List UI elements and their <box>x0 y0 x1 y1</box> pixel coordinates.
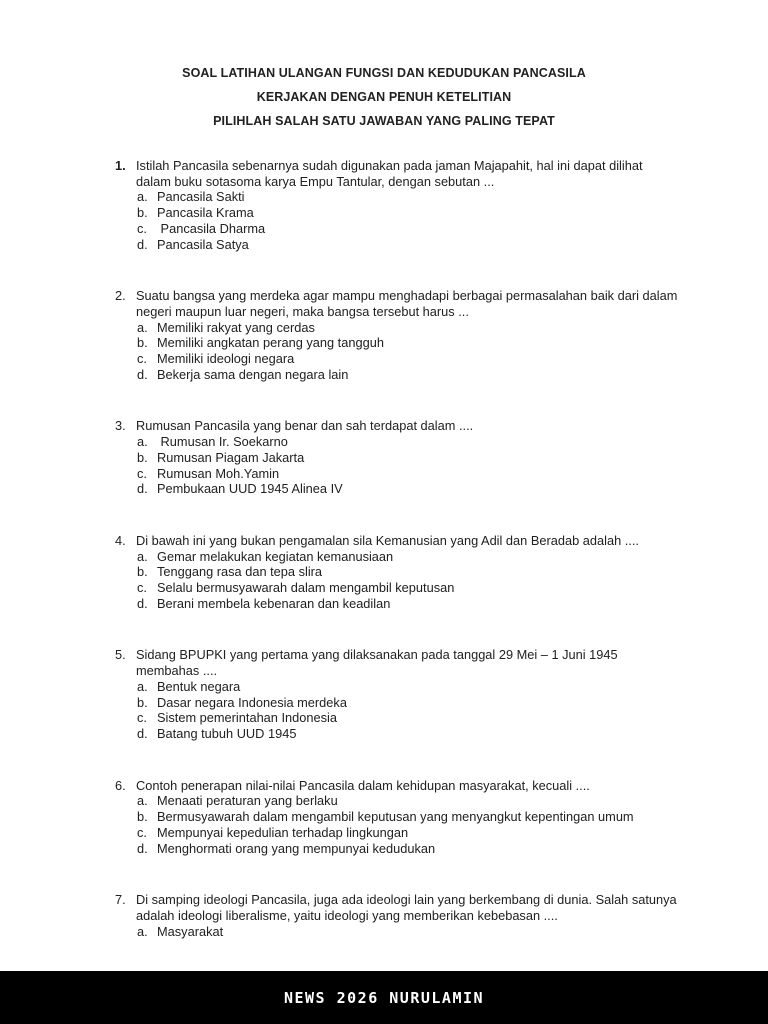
option-letter: b. <box>137 335 148 351</box>
question-1 <box>115 158 680 252</box>
answer-option <box>136 679 680 695</box>
watermark-text: NEWS 2026 NURULAMIN <box>283 988 485 1007</box>
option-letter: c. <box>137 351 147 367</box>
option-letter: c. <box>137 580 147 596</box>
answer-option <box>136 924 680 940</box>
option-text: Pancasila Dharma <box>157 220 266 236</box>
option-letter: a. <box>137 923 148 939</box>
answer-option <box>136 726 680 742</box>
answer-option <box>136 793 680 809</box>
option-text: Gemar melakukan kegiatan kemanusiaan <box>157 548 394 564</box>
option-letter: d. <box>137 840 148 856</box>
answer-option <box>136 450 680 466</box>
answer-option <box>136 320 680 336</box>
option-letter: d. <box>137 725 148 741</box>
exam-instruction-2: PILIHLAH SALAH SATU JAWABAN YANG PALING TEPAT <box>213 114 555 128</box>
option-text: Rumusan Ir. Soekarno <box>157 434 288 450</box>
question-number: 5. <box>115 647 126 663</box>
question-text: Rumusan Pancasila yang benar dan sah terdapat dalam .... <box>136 418 474 434</box>
footer-bar <box>0 971 768 1024</box>
question-number: 1. <box>115 158 126 173</box>
option-letter: c. <box>137 824 147 840</box>
option-text: Masyarakat <box>157 923 224 939</box>
answer-option <box>136 351 680 367</box>
question-number: 2. <box>115 288 126 304</box>
option-text: Rumusan Moh.Yamin <box>157 465 280 481</box>
option-letter: a. <box>137 793 148 809</box>
option-text: Berani membela kebenaran dan keadilan <box>157 595 391 611</box>
option-letter: b. <box>137 694 148 710</box>
option-text: Rumusan Piagam Jakarta <box>157 449 305 465</box>
option-letter: b. <box>137 809 148 825</box>
option-text: Tenggang rasa dan tepa slira <box>157 564 323 580</box>
option-text: Memiliki angkatan perang yang tangguh <box>157 335 384 351</box>
answer-option <box>136 481 680 497</box>
question-text: Di bawah ini yang bukan pengamalan sila Kemanusian yang Adil dan Beradab adalah .... <box>136 532 639 548</box>
question-3 <box>115 418 680 497</box>
question-text: Di samping ideologi Pancasila, juga ada ideologi lain yang berkembang di dunia. Salah satunya adalah ideologi liberalisme, yaitu ideologi yang memberikan kebebasan .... <box>136 892 677 923</box>
option-text: Bekerja sama dengan negara lain <box>157 366 349 382</box>
answer-option <box>136 434 680 450</box>
answer-option <box>136 841 680 857</box>
question-text: Sidang BPUPKI yang pertama yang dilaksanakan pada tanggal 29 Mei – 1 Juni 1945 membahas .... <box>136 647 618 679</box>
answer-option <box>136 580 680 596</box>
question-text: Suatu bangsa yang merdeka agar mampu menghadapi berbagai permasalahan baik dari dalam negeri maupun luar negeri, maka bangsa tersebut harus ... <box>136 288 678 319</box>
answer-option <box>136 237 680 253</box>
option-letter: a. <box>137 678 148 694</box>
option-letter: d. <box>137 236 148 252</box>
exam-title: SOAL LATIHAN ULANGAN FUNGSI DAN KEDUDUKAN PANCASILA <box>182 66 586 80</box>
exam-instruction-1: KERJAKAN DENGAN PENUH KETELITIAN <box>256 90 512 104</box>
option-letter: b. <box>137 205 148 221</box>
question-number: 4. <box>115 532 126 548</box>
option-letter: a. <box>137 319 148 335</box>
question-number: 6. <box>115 777 126 793</box>
option-text: Pancasila Krama <box>157 205 254 221</box>
option-text: Pembukaan UUD 1945 Alinea IV <box>157 481 343 497</box>
question-number: 3. <box>115 418 126 434</box>
option-letter: c. <box>137 710 147 726</box>
option-letter: c. <box>137 465 147 481</box>
answer-option <box>136 189 680 205</box>
option-text: Memiliki rakyat yang cerdas <box>157 319 315 335</box>
option-letter: d. <box>137 595 148 611</box>
answer-option <box>136 466 680 482</box>
question-list <box>115 158 680 939</box>
option-letter: d. <box>137 366 148 382</box>
option-text: Memiliki ideologi negara <box>157 351 295 367</box>
option-text: Sistem pemerintahan Indonesia <box>157 710 337 726</box>
question-number: 7. <box>115 892 126 908</box>
question-4 <box>115 533 680 612</box>
option-letter: b. <box>137 564 148 580</box>
question-6 <box>115 778 680 857</box>
answer-option <box>136 205 680 221</box>
option-letter: a. <box>137 434 148 450</box>
question-text: Istilah Pancasila sebenarnya sudah digunakan pada jaman Majapahit, hal ini dapat dilihat dalam buku sotasoma karya Empu Tantular, dengan sebutan ... <box>136 158 643 189</box>
option-text: Dasar negara Indonesia merdeka <box>157 694 347 710</box>
option-text: Bermusyawarah dalam mengambil keputusan yang menyangkut kepentingan umum <box>157 809 634 825</box>
option-letter: d. <box>137 481 148 497</box>
option-text: Batang tubuh UUD 1945 <box>157 725 297 741</box>
exam-header <box>0 0 768 128</box>
question-text: Contoh penerapan nilai-nilai Pancasila dalam kehidupan masyarakat, kecuali .... <box>136 777 590 793</box>
answer-option <box>136 335 680 351</box>
answer-option <box>136 695 680 711</box>
question-2 <box>115 288 680 382</box>
answer-option <box>136 825 680 841</box>
option-text: Menghormati orang yang mempunyai kedudukan <box>157 840 436 856</box>
answer-option <box>136 564 680 580</box>
question-5 <box>115 647 680 741</box>
option-text: Menaati peraturan yang berlaku <box>157 793 338 809</box>
option-text: Pancasila Sakti <box>157 189 245 205</box>
option-letter: b. <box>137 449 148 465</box>
answer-option <box>136 710 680 726</box>
option-text: Pancasila Satya <box>157 236 249 252</box>
option-text: Mempunyai kepedulian terhadap lingkungan <box>157 824 409 840</box>
option-text: Selalu bermusyawarah dalam mengambil keputusan <box>157 580 455 596</box>
answer-option <box>136 549 680 565</box>
option-letter: a. <box>137 189 148 205</box>
answer-option <box>136 809 680 825</box>
answer-option <box>136 367 680 383</box>
question-7 <box>115 892 680 939</box>
option-letter: c. <box>137 220 147 236</box>
option-letter: a. <box>137 548 148 564</box>
option-text: Bentuk negara <box>157 678 241 694</box>
answer-option <box>136 221 680 237</box>
answer-option <box>136 596 680 612</box>
